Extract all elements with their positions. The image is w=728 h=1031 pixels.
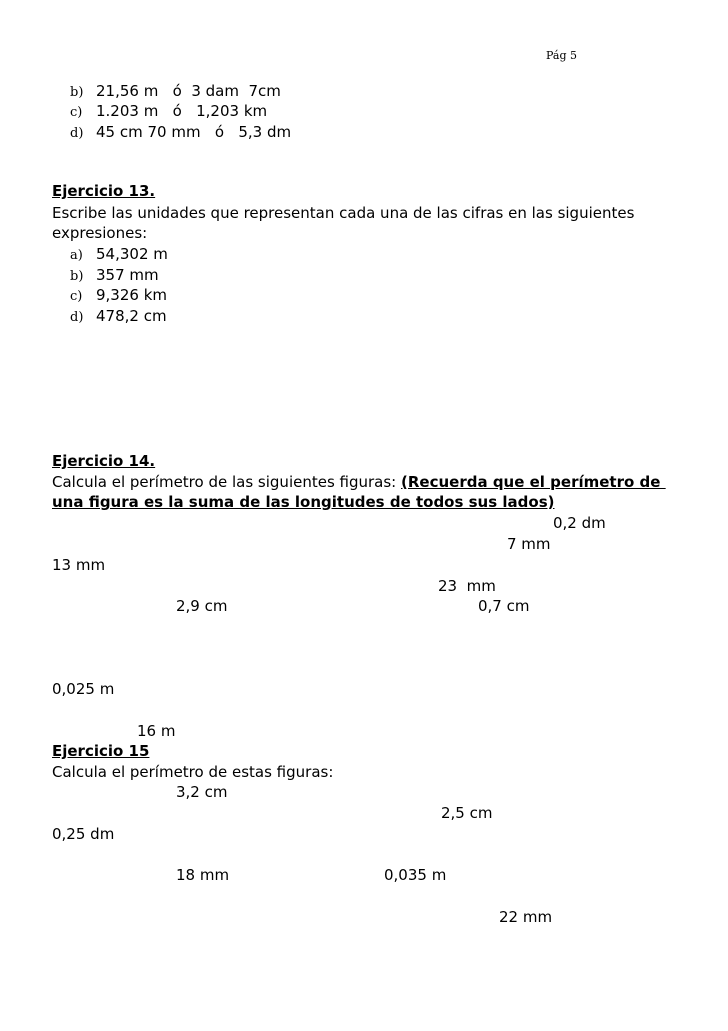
list-item-text: 1.203 m ó 1,203 km [96,102,268,120]
figure-label: 18 mm [176,866,230,884]
list-marker: b) [70,85,84,100]
list-item [70,306,167,328]
list-item [70,244,168,266]
figure-label: 22 mm [499,908,553,926]
figure-label: 2,9 cm [176,597,228,615]
list-item-text: 21,56 m ó 3 dam 7cm [96,82,281,100]
figure-label: 0,25 dm [52,825,115,843]
figure-label: 23 mm [438,577,496,595]
figure-label: 2,5 cm [441,804,493,822]
figure-label: 13 mm [52,556,106,574]
list-marker: d) [70,310,84,325]
exercise-13-title: Ejercicio 13. [52,182,156,200]
list-marker: b) [70,269,84,284]
list-item-text: 54,302 m [96,245,168,263]
figure-label: 16 m [137,722,176,740]
list-marker: c) [70,289,83,304]
list-marker: d) [70,126,84,141]
list-item-text: 9,326 km [96,286,168,304]
figure-label: 0,7 cm [478,597,530,615]
list-item-text: 357 mm [96,266,159,284]
list-item-text: 45 cm 70 mm ó 5,3 dm [96,123,292,141]
list-marker: a) [70,248,83,263]
exercise-14-title: Ejercicio 14. [52,452,156,470]
figure-label: 7 mm [507,535,551,553]
list-item [70,101,267,123]
list-item [70,265,159,287]
exercise-15-instruction: Calcula el perímetro de estas figuras: [52,763,334,781]
exercise-13-instruction: Escribe las unidades que representan cada una de las cifras en las siguientes [52,204,635,222]
figure-label: 0,035 m [384,866,447,884]
exercise-13-instruction-cont: expresiones: [52,224,148,242]
figure-label: 3,2 cm [176,783,228,801]
list-item-text: 478,2 cm [96,307,167,325]
page-number: Pág 5 [546,49,578,62]
list-marker: c) [70,105,83,120]
list-item [70,81,281,103]
reminder-text: (Recuerda que el perímetro de [401,473,666,491]
instruction-text: Calcula el perímetro de las siguientes figuras: [52,473,402,491]
list-item [70,122,291,144]
list-item [70,285,167,307]
figure-label: 0,025 m [52,680,115,698]
reminder-text-cont: una figura es la suma de las longitudes de todos sus lados) [52,493,555,511]
exercise-15-title: Ejercicio 15 [52,742,150,760]
figure-label: 0,2 dm [553,514,606,532]
exercise-14-instruction [52,472,666,492]
